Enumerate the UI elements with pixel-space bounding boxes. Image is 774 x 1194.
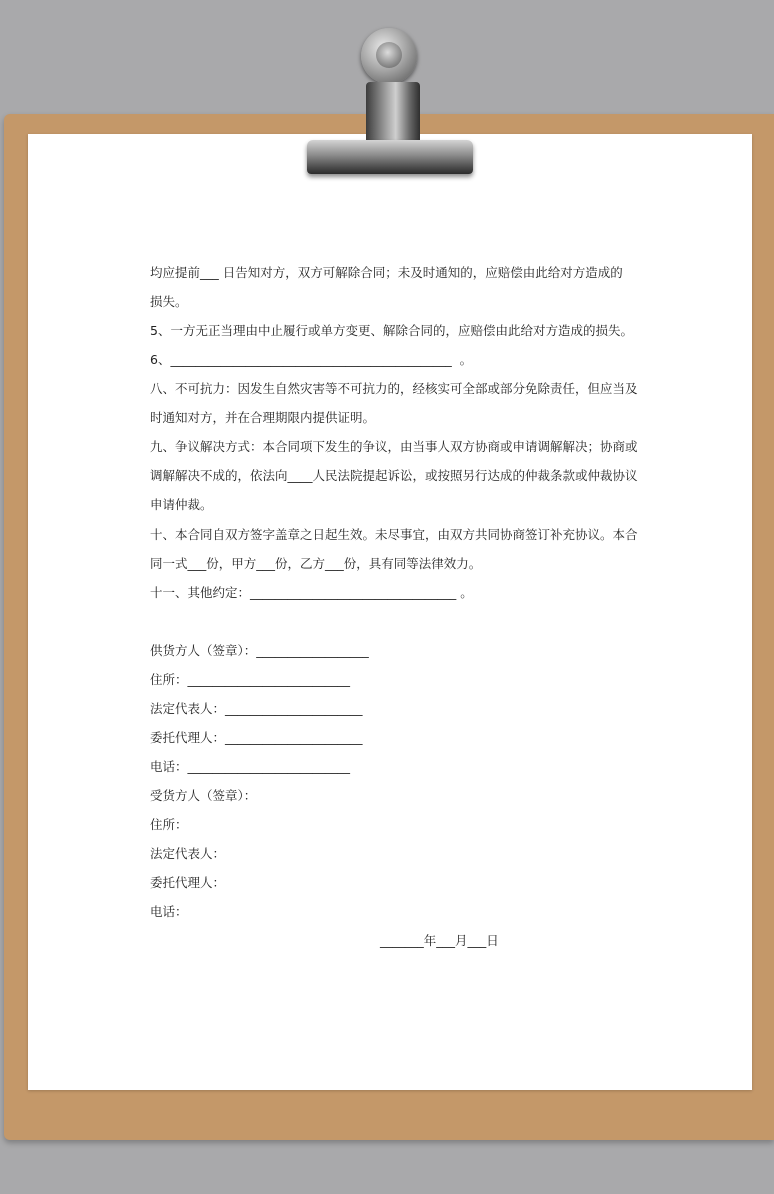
signature-line: 电话：: [150, 904, 188, 919]
clause-line: 5、一方无正当理由中止履行或单方变更、解除合同的，应赔偿由此给对方造成的损失。: [150, 323, 633, 338]
clause-line: 6、_____________________________________________ 。: [150, 352, 473, 367]
signature-line: 住所：: [150, 817, 188, 832]
signature-line: 委托代理人：______________________: [150, 730, 363, 745]
signature-line: 电话：__________________________: [150, 759, 351, 774]
date-line: _______年___月___日: [380, 933, 499, 948]
clause-line: 均应提前___ 日告知对方，双方可解除合同；未及时通知的，应赔偿由此给对方造成的: [150, 265, 623, 280]
clause-line: 十一、其他约定：_________________________________ 。: [150, 585, 473, 600]
clause-line: 同一式___份，甲方___份，乙方___份，具有同等法律效力。: [150, 556, 482, 571]
clause-line: 十、本合同自双方签字盖章之日起生效。未尽事宜，由双方共同协商签订补充协议。本合: [150, 527, 638, 542]
signature-line: 法定代表人：: [150, 846, 226, 861]
signature-line: 法定代表人：______________________: [150, 701, 363, 716]
clause-line: 八、不可抗力：因发生自然灾害等不可抗力的，经核实可全部或部分免除责任，但应当及: [150, 381, 638, 396]
signature-line: 住所：__________________________: [150, 672, 351, 687]
clause-line: 申请仲裁。: [150, 497, 213, 512]
clause-line: 九、争议解决方式：本合同项下发生的争议，由当事人双方协商或申请调解解决；协商或: [150, 439, 638, 454]
clause-line: 时通知对方，并在合理期限内提供证明。: [150, 410, 376, 425]
clause-line: 调解解决不成的，依法向____人民法院提起诉讼，或按照另行达成的仲裁条款或仲裁协议: [150, 468, 638, 483]
signature-line: 受货方人（签章）：: [150, 788, 257, 803]
signature-line: 委托代理人：: [150, 875, 226, 890]
clause-line: 损失。: [150, 294, 188, 309]
signature-line: 供货方人（签章）：__________________: [150, 643, 369, 658]
